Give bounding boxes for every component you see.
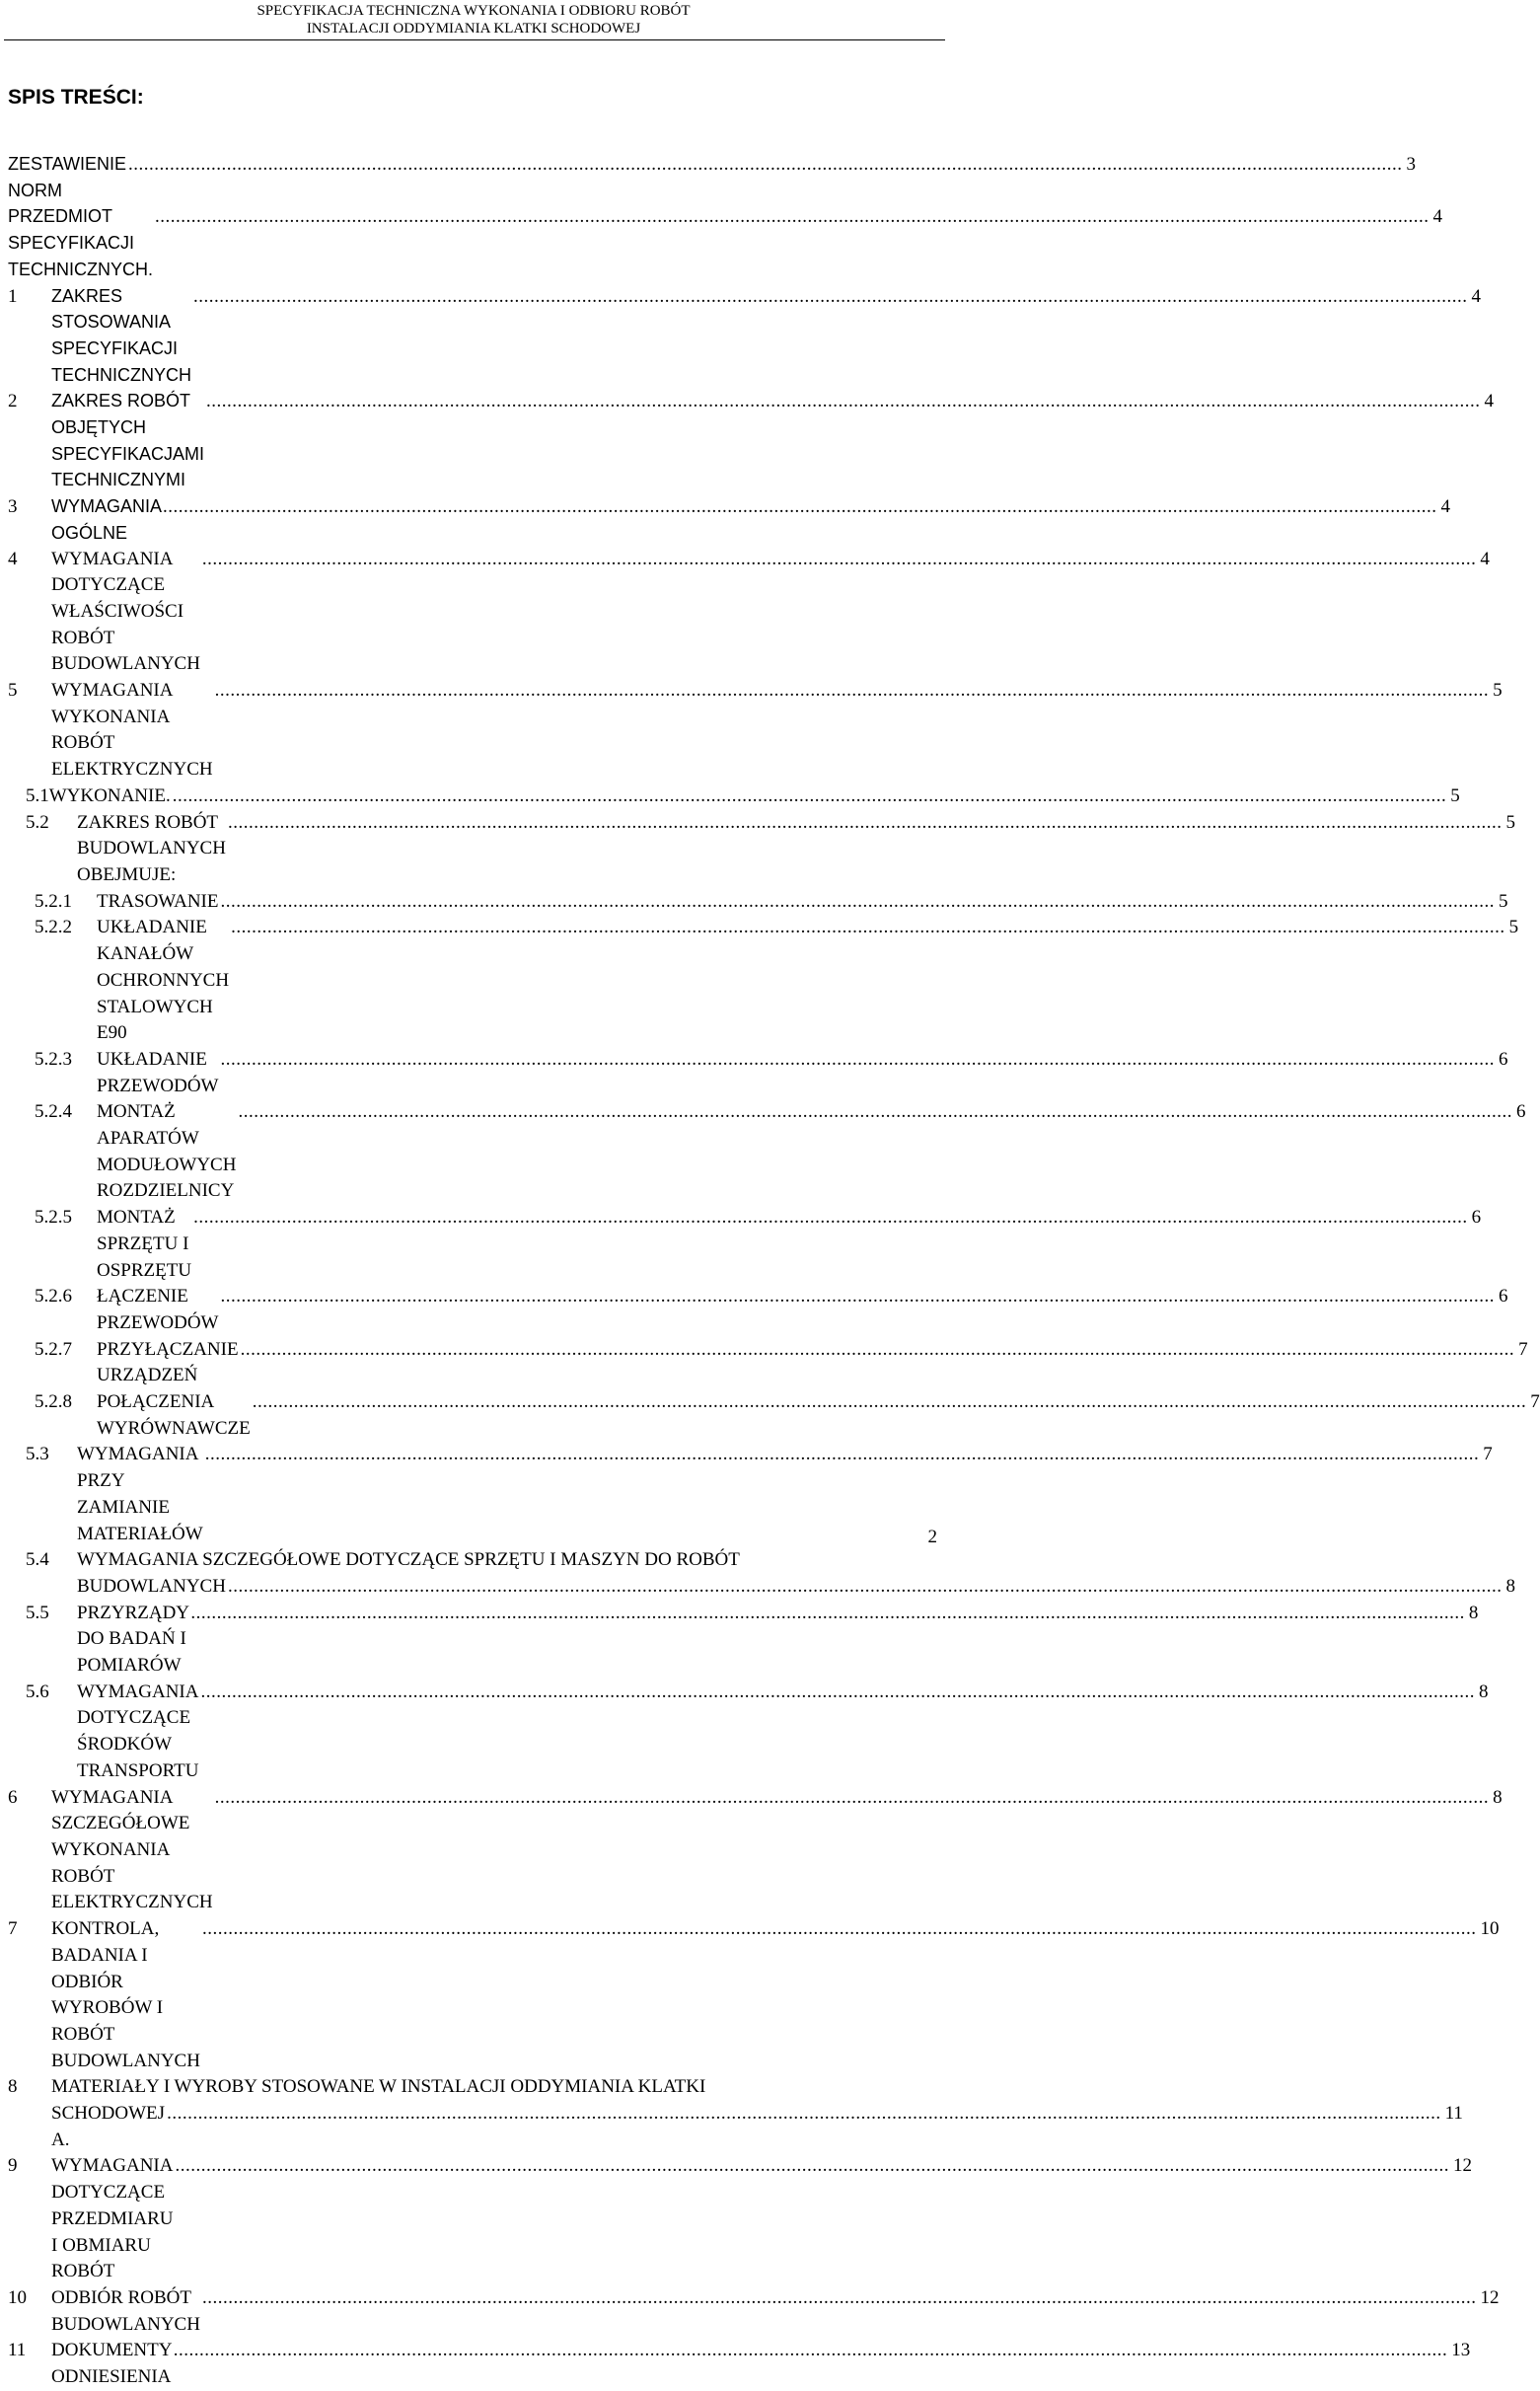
toc-entry-page: 5 — [1499, 890, 1508, 912]
toc-entry-page: 4 — [1471, 285, 1481, 307]
toc-entry[interactable] — [8, 784, 1460, 810]
toc-leader-dots — [190, 1601, 1465, 1627]
toc-entry[interactable] — [8, 2338, 1471, 2390]
toc-entry[interactable] — [8, 1337, 1528, 1389]
toc-leader-dots — [241, 1337, 1515, 1364]
toc-entry-page: 6 — [1498, 1286, 1508, 1308]
toc-entry[interactable] — [8, 1547, 1515, 1600]
toc-leader-dots — [206, 389, 1481, 415]
toc-entry-page: 4 — [1484, 391, 1495, 412]
toc-entry-text: PRZYRZĄDY DO BADAŃ I POMIARÓW — [77, 1602, 189, 1677]
toc-entry-text: PRZYŁĄCZANIE URZĄDZEŃ — [97, 1338, 239, 1386]
toc-entry-number: 10 — [8, 2286, 27, 2308]
toc-entry[interactable] — [8, 1047, 1508, 1099]
toc-leader-dots — [231, 915, 1505, 941]
toc-leader-dots — [200, 1680, 1475, 1706]
toc-entry-page: 7 — [1518, 1338, 1528, 1360]
toc-leader-dots — [215, 1785, 1490, 1812]
toc-entry-text: WYKONANIE. — [48, 785, 171, 806]
toc-entry-text: ŁĄCZENIE PRZEWODÓW — [97, 1286, 219, 1333]
toc-entry-text: ODBIÓR ROBÓT BUDOWLANYCH — [51, 2286, 200, 2335]
toc-entry-page: 6 — [1471, 1207, 1482, 1229]
toc-entry-text: UKŁADANIE PRZEWODÓW — [97, 1048, 219, 1096]
toc-entry-text: WYMAGANIA DOTYCZĄCE ŚRODKÓW TRANSPORTU — [77, 1681, 199, 1781]
toc-entry[interactable] — [8, 2074, 1463, 2153]
toc-entry[interactable] — [8, 1284, 1508, 1336]
toc-entry-number: 5.6 — [26, 1681, 49, 1702]
toc-entry-text: MONTAŻ SPRZĘTU I OSPRZĘTU — [97, 1207, 192, 1281]
toc-entry-text: ZAKRES ROBÓT BUDOWLANYCH OBEJMUJE: — [77, 811, 226, 885]
toc-leader-dots — [228, 810, 1503, 837]
toc-entry[interactable] — [8, 151, 1417, 203]
toc-entry-number: 5.2.4 — [35, 1101, 72, 1123]
toc-leader-dots — [220, 1284, 1495, 1310]
toc-leader-dots — [176, 2153, 1450, 2180]
header-line-1: SPECYFIKACJA TECHNICZNA WYKONANIA I ODBIORU ROBÓT — [257, 3, 691, 19]
toc-entry-number: 5.2.5 — [35, 1207, 72, 1229]
toc-entry[interactable] — [8, 1680, 1489, 1785]
toc-entry[interactable] — [8, 1389, 1540, 1442]
toc-entry-number: 1 — [8, 285, 18, 307]
toc-leader-dots — [253, 1389, 1527, 1416]
toc-leader-dots — [228, 1574, 1503, 1601]
toc-leader-dots — [174, 2338, 1448, 2364]
toc-entry-number: 5.2.1 — [35, 890, 72, 912]
toc-entry-page: 4 — [1440, 496, 1451, 518]
toc-entry-page: 8 — [1468, 1602, 1479, 1623]
toc-entry-text-continued: BUDOWLANYCH — [77, 1575, 226, 1597]
toc-entry-text: KONTROLA, BADANIA I ODBIÓR WYROBÓW I ROBÓT BUDOWLANYCH — [51, 1918, 200, 2071]
header-divider — [4, 39, 945, 40]
toc-leader-dots — [193, 284, 1468, 311]
toc-entry[interactable] — [8, 203, 1442, 282]
toc-entry-number: 5 — [8, 680, 18, 702]
toc-entry[interactable] — [8, 1442, 1493, 1547]
toc-entry-number: 5.2.6 — [35, 1286, 72, 1308]
toc-entry[interactable] — [8, 283, 1481, 389]
toc-leader-dots — [202, 1916, 1477, 1943]
toc-leader-dots — [220, 1047, 1495, 1074]
toc-entry[interactable] — [8, 2153, 1473, 2285]
toc-entry[interactable] — [8, 1601, 1479, 1680]
toc-entry-page: 6 — [1515, 1101, 1526, 1123]
page-header — [0, 0, 947, 37]
toc-leader-dots — [202, 2285, 1477, 2312]
toc-leader-dots — [128, 152, 1403, 179]
toc-entry-number: 5.3 — [26, 1444, 49, 1465]
toc-entry-text: ZAKRES ROBÓT OBJĘTYCH SPECYFIKACJAMI TECHNICZNYMI — [51, 391, 205, 490]
page-number: 2 — [927, 1527, 937, 1547]
toc-entry-text: WYMAGANIA PRZY ZAMIANIE MATERIAŁÓW — [77, 1444, 203, 1544]
toc-entry-page: 5 — [1505, 811, 1515, 833]
toc-entry-text: DOKUMENTY ODNIESIENIA — [51, 2340, 172, 2388]
toc-entry-text: WYMAGANIA SZCZEGÓŁOWE DOTYCZĄCE SPRZĘTU I MASZYN DO ROBÓT — [77, 1549, 740, 1571]
toc-title: SPIS TREŚCI: — [8, 86, 144, 109]
toc-entry-number: 5.5 — [26, 1602, 49, 1623]
toc-entry-text: POŁĄCZENIA WYRÓWNAWCZE — [97, 1391, 251, 1439]
toc-entry-page: 7 — [1483, 1444, 1493, 1465]
toc-entry-text: WYMAGANIA OGÓLNE — [51, 496, 162, 543]
toc-entry-page: 5 — [1450, 785, 1460, 806]
toc-entry-number: 5.2.7 — [35, 1338, 72, 1360]
toc-entry-text: MONTAŻ APARATÓW MODUŁOWYCH ROZDZIELNICY — [97, 1101, 237, 1202]
toc-entry-page: 11 — [1444, 2103, 1463, 2125]
toc-entry-text: UKŁADANIE KANAŁÓW OCHRONNYCH STALOWYCH E90 — [97, 917, 230, 1044]
toc-entry-number: 4 — [8, 548, 18, 569]
toc-entry-text: MATERIAŁY I WYROBY STOSOWANE W INSTALACJI ODDYMIANIA KLATKI — [51, 2076, 706, 2098]
toc-entry-page: 8 — [1493, 1786, 1503, 1808]
toc-entry-page: 12 — [1480, 2286, 1500, 2308]
toc-entry-page: 5 — [1493, 680, 1503, 702]
toc-leader-dots — [163, 494, 1437, 521]
toc-entry[interactable] — [8, 547, 1490, 679]
header-line-2: INSTALACJI ODDYMIANIA KLATKI SCHODOWEJ — [306, 21, 641, 37]
toc-entry-number: 5.2.3 — [35, 1048, 72, 1070]
toc-entry-page: 4 — [1480, 548, 1490, 569]
toc-entry[interactable] — [8, 678, 1503, 784]
toc-leader-dots — [202, 547, 1477, 573]
toc-entry-text: ZAKRES STOSOWANIA SPECYFIKACJI TECHNICZNYCH — [51, 285, 191, 385]
table-of-contents — [8, 151, 1540, 2391]
toc-entry[interactable] — [8, 889, 1508, 916]
toc-leader-dots — [215, 678, 1490, 705]
toc-entry-number: 5.1 — [26, 785, 49, 806]
toc-leader-dots — [238, 1099, 1512, 1126]
toc-leader-dots — [173, 784, 1447, 810]
toc-entry[interactable] — [8, 1785, 1503, 1917]
toc-entry-page: 8 — [1505, 1575, 1515, 1597]
toc-entry-page: 10 — [1480, 1918, 1500, 1940]
toc-leader-dots — [205, 1442, 1480, 1468]
toc-entry-text: ZESTAWIENIE NORM — [8, 154, 127, 200]
toc-entry-number: 11 — [8, 2340, 27, 2361]
toc-entry-text: WYMAGANIA WYKONANIA ROBÓT ELEKTRYCZNYCH — [51, 680, 213, 781]
toc-entry-text: TRASOWANIE — [97, 890, 219, 912]
toc-leader-dots — [193, 1205, 1468, 1232]
toc-entry-page: 8 — [1478, 1681, 1489, 1702]
toc-entry-number: 5.4 — [26, 1549, 49, 1571]
toc-entry-page: 13 — [1451, 2340, 1471, 2361]
toc-entry-number: 6 — [8, 1786, 18, 1808]
toc-entry[interactable] — [8, 2285, 1500, 2338]
toc-entry-page: 3 — [1406, 154, 1417, 175]
toc-entry[interactable] — [8, 915, 1519, 1047]
toc-entry-text: WYMAGANIA DOTYCZĄCE WŁAŚCIWOŚCI ROBÓT BUDOWLANYCH — [51, 548, 200, 675]
toc-entry-number: 2 — [8, 391, 18, 412]
toc-entry-number: 5.2.2 — [35, 917, 72, 938]
toc-entry-page: 12 — [1453, 2155, 1473, 2177]
toc-entry-page: 6 — [1498, 1048, 1508, 1070]
toc-entry-number: 5.2 — [26, 811, 49, 833]
toc-entry-number: 7 — [8, 1918, 18, 1940]
toc-entry-number: 8 — [8, 2076, 18, 2098]
toc-entry[interactable] — [8, 1099, 1526, 1205]
toc-entry[interactable] — [8, 810, 1515, 889]
toc-entry-text: WYMAGANIA SZCZEGÓŁOWE WYKONANIA ROBÓT ELEKTRYCZNYCH — [51, 1786, 213, 1913]
toc-entry-text: WYMAGANIA DOTYCZĄCE PRZEDMIARU I OBMIARU ROBÓT — [51, 2155, 174, 2282]
toc-leader-dots — [155, 204, 1430, 231]
toc-entry-page: 4 — [1432, 206, 1442, 228]
toc-entry[interactable] — [8, 493, 1451, 546]
toc-entry-number: 5.2.8 — [35, 1391, 72, 1413]
toc-entry-text-continued: SCHODOWEJ A. — [51, 2103, 166, 2150]
toc-entry-page: 5 — [1508, 917, 1519, 938]
toc-entry-text: PRZEDMIOT SPECYFIKACJI TECHNICZNYCH. — [8, 206, 153, 279]
toc-entry[interactable] — [8, 1916, 1500, 2074]
toc-entry-page: 7 — [1530, 1391, 1540, 1413]
toc-entry[interactable] — [8, 1205, 1482, 1284]
toc-entry[interactable] — [8, 388, 1495, 493]
toc-entry-number: 9 — [8, 2155, 18, 2177]
toc-entry-number: 3 — [8, 496, 18, 518]
toc-leader-dots — [167, 2101, 1441, 2128]
toc-leader-dots — [221, 889, 1496, 916]
